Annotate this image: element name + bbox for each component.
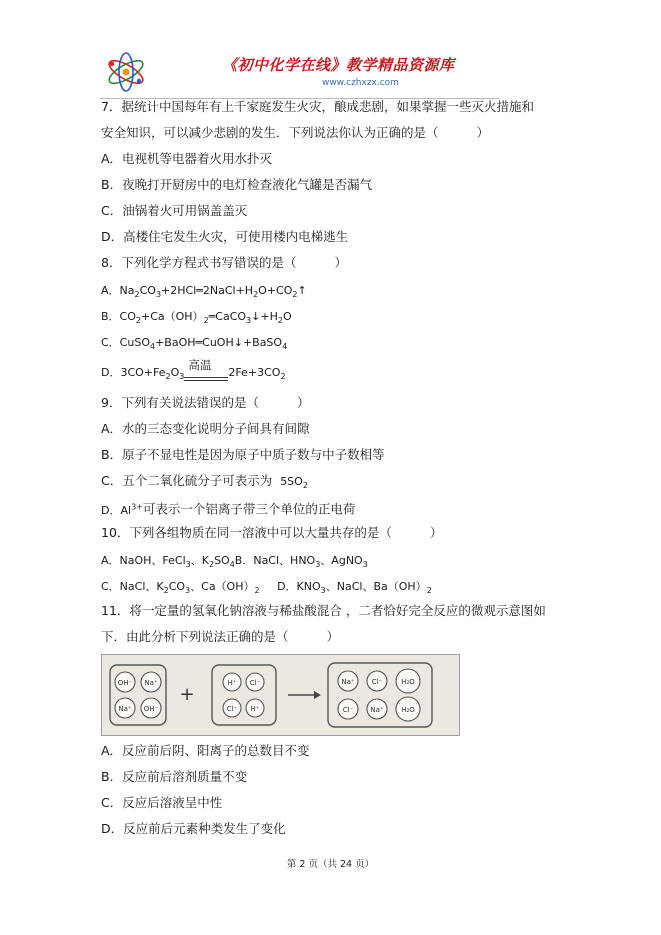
ion-cl: Cl⁻ <box>371 678 383 686</box>
question-10-stem-text: 10．下列各组物质在同一溶液中可以大量共存的是（ <box>101 525 392 540</box>
arrow-head-icon <box>314 691 321 699</box>
answer-paren: ） <box>476 125 490 140</box>
condition-label: 高温 <box>188 358 212 373</box>
page-footer: 第 2 页（共 24 页） <box>286 859 375 870</box>
question-8-option-b: B．$CO_2+Ca(OH)_2═CaCO_3↓+H_2O$ <box>101 310 292 326</box>
question-8-stem <box>101 256 347 270</box>
question-10-options-cd: C．NaCl、$K_2CO_3$、$Ca(OH)_2$ D．$KNO_3$、NaCl、$Ba(OH)_2$ <box>101 580 432 596</box>
header-title: 《初中化学在线》教学精品资源库 <box>222 56 455 74</box>
ion-na: Na⁺ <box>341 678 355 686</box>
question-8-option-d: D．$3CO+Fe_2O_3$ 高温 $2Fe+3CO_2$ <box>101 366 286 384</box>
ion-oh: OH⁻ <box>117 679 133 687</box>
ion-na: Na⁺ <box>144 679 158 687</box>
question-11-stem-text: 下．由此分析下列说法正确的是（ <box>101 629 289 644</box>
plus-sign: + <box>179 684 195 705</box>
question-9-option-c-text: C．五个二氧化硫分子可表示为 <box>101 473 273 488</box>
ion-cl: Cl⁻ <box>249 679 261 687</box>
header-url: www.czhxzx.com <box>322 78 399 88</box>
ion-cl: Cl⁻ <box>226 705 238 713</box>
question-7-option-a: A．电视机等电器着火用水扑灭 <box>101 151 273 166</box>
question-11-stem-line-2 <box>101 630 339 644</box>
question-7-stem: 7．据统计中国每年有上千家庭发生火灾，酿成悲剧，如果掌握一些灭火措施和 <box>101 99 534 114</box>
ion-na: Na⁺ <box>370 706 384 714</box>
molecule-h2o: H₂O <box>401 706 415 714</box>
page-header <box>100 44 500 104</box>
reaction-diagram-svg <box>102 655 459 735</box>
question-11-option-a: A．反应前后阴、阳离子的总数目不变 <box>101 743 310 758</box>
answer-paren: ） <box>334 255 347 270</box>
question-11-stem: 11．将一定量的氢氧化钠溶液与稀盐酸混合 ，二者恰好完全反应的微观示意图如 <box>101 603 546 618</box>
question-8-option-c: C．CuSO$_4$+BaOH═CuOH↓+BaSO$_4$ <box>101 336 288 352</box>
so2-formula: 5SO <box>280 475 303 488</box>
ion-cl: Cl⁻ <box>342 706 354 714</box>
question-8-option-a: A．$Na_2CO_3+2HCl═2NaCl+H_2O+CO_2↑$ <box>101 284 307 300</box>
question-7-option-c: C．油锅着火可用锅盖盖灭 <box>101 203 248 218</box>
question-9-option-d: D．$Al^{3+}$可表示一个铝离子带三个单位的正电荷 <box>101 501 356 517</box>
ion-h: H⁺ <box>227 679 237 687</box>
question-7-stem-line-2 <box>101 126 489 140</box>
question-10-stem <box>101 526 442 540</box>
question-9-option-b: B．原子不显电性是因为原子中质子数与中子数相等 <box>101 447 385 462</box>
answer-paren: ） <box>326 629 340 644</box>
ion-na: Na⁺ <box>118 705 132 713</box>
question-11-option-c: C．反应后溶液呈中性 <box>101 795 223 810</box>
ion-h: H⁺ <box>250 705 260 713</box>
question-9-option-c: C．五个二氧化硫分子可表示为 $5SO_2$ <box>101 473 308 491</box>
question-11-option-b: B．反应前后溶剂质量不变 <box>101 769 248 784</box>
answer-paren: ） <box>429 525 443 540</box>
question-8-stem-text: 8．下列化学方程式书写错误的是（ <box>101 255 297 270</box>
question-9-stem-text: 9．下列有关说法错误的是（ <box>101 395 259 410</box>
question-10-options-ab: A．NaOH、FeCl$_3$、$K_2SO_4B$．NaCl、$HNO_3$、AgNO$_3$ <box>101 554 368 570</box>
ion-oh: OH⁻ <box>143 705 159 713</box>
question-7-option-d: D．高楼住宅发生火灾，可使用楼内电梯逃生 <box>101 229 349 244</box>
question-7-option-b: B．夜晚打开厨房中的电灯检查液化气罐是否漏气 <box>101 177 373 192</box>
question-9-stem <box>101 396 309 410</box>
reactant-box-2 <box>212 665 276 725</box>
question-7-stem-text: 安全知识，可以减少悲剧的发生．下列说法你认为正确的是（ <box>101 125 439 140</box>
reaction-condition <box>184 358 228 384</box>
answer-paren: ） <box>296 395 310 410</box>
question-11-option-d: D．反应前后元素种类发生了变化 <box>101 821 286 836</box>
question-9-option-a: A．水的三态变化说明分子间具有间隙 <box>101 421 310 436</box>
molecule-h2o: H₂O <box>401 678 415 686</box>
reaction-diagram <box>101 654 460 736</box>
question-9-option-d-text: 可表示一个铝离子带三个单位的正电荷 <box>142 501 356 517</box>
atom-logo-icon <box>104 50 148 94</box>
